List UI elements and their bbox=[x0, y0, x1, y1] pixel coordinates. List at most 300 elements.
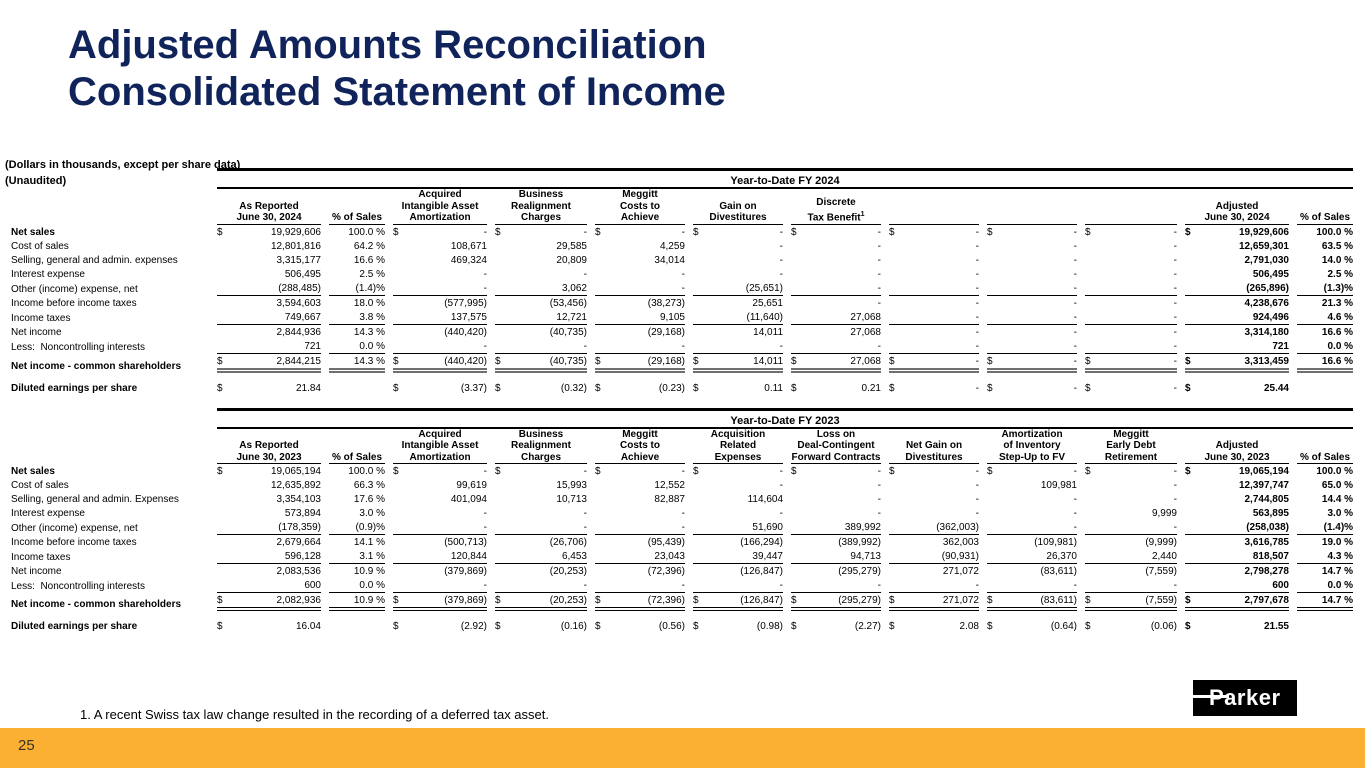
cell-content bbox=[1185, 355, 1289, 368]
dollar-sign: $ bbox=[1085, 382, 1091, 394]
dollar-sign: $ bbox=[1085, 226, 1091, 238]
cell bbox=[693, 593, 783, 611]
cell bbox=[987, 325, 1077, 339]
cell bbox=[595, 354, 685, 373]
cell-value: 100.0 % bbox=[1316, 226, 1354, 238]
cell bbox=[329, 492, 385, 506]
cell bbox=[1085, 310, 1177, 325]
cell bbox=[1297, 464, 1353, 478]
header-label-spacer bbox=[11, 429, 209, 465]
cell-content bbox=[889, 579, 979, 592]
cell-value: 12,397,747 bbox=[1238, 480, 1289, 491]
cell bbox=[1185, 325, 1289, 339]
cell-content bbox=[987, 536, 1077, 549]
row-label: Selling, general and admin. Expenses bbox=[11, 494, 179, 505]
dollar-sign: $ bbox=[495, 226, 501, 238]
cell-content bbox=[791, 521, 881, 534]
cell-value: - bbox=[1173, 355, 1177, 367]
dollar-sign: $ bbox=[889, 226, 895, 238]
cell bbox=[987, 506, 1077, 520]
cell-value: - bbox=[1173, 340, 1177, 352]
cell bbox=[217, 593, 321, 611]
cell-content bbox=[987, 565, 1077, 578]
cell-content bbox=[791, 465, 881, 478]
cell-value: 108,671 bbox=[450, 240, 487, 252]
cell-value: 924,496 bbox=[1252, 311, 1289, 323]
header-label-spacer bbox=[11, 189, 209, 225]
column-header: Gain on Divestitures bbox=[693, 189, 783, 225]
cell-content bbox=[393, 620, 487, 633]
cell bbox=[889, 253, 979, 267]
row-label: Less: Noncontrolling interests bbox=[11, 581, 145, 592]
cell-content bbox=[1085, 240, 1177, 253]
cell bbox=[1085, 225, 1177, 239]
cell bbox=[329, 239, 385, 253]
cell-content bbox=[595, 565, 685, 578]
cell bbox=[889, 267, 979, 281]
dollar-sign: $ bbox=[1185, 466, 1191, 477]
column-header: Business Realignment Charges bbox=[495, 429, 587, 465]
table-row bbox=[11, 354, 1353, 373]
cell-content bbox=[1185, 550, 1289, 563]
cell-content bbox=[987, 620, 1077, 633]
cell bbox=[987, 549, 1077, 564]
cell-value: 27,068 bbox=[850, 355, 881, 367]
cell-value: 9,999 bbox=[1151, 508, 1177, 519]
cell-value: - bbox=[877, 480, 881, 491]
dollar-sign: $ bbox=[987, 595, 993, 606]
cell-content bbox=[393, 340, 487, 353]
cell-content bbox=[329, 521, 385, 534]
cell-content bbox=[889, 594, 979, 607]
dollar-sign: $ bbox=[217, 355, 223, 367]
cell-value: - bbox=[877, 508, 881, 519]
cell-value: (40,735) bbox=[549, 326, 587, 338]
cell bbox=[217, 492, 321, 506]
dollar-sign: $ bbox=[889, 595, 895, 606]
cell-content bbox=[791, 240, 881, 253]
cell-value: - bbox=[779, 340, 783, 352]
cell-content bbox=[1085, 550, 1177, 563]
cell bbox=[1297, 310, 1353, 325]
cell-content bbox=[987, 507, 1077, 520]
row-label: Net sales bbox=[11, 226, 55, 238]
cell bbox=[693, 325, 783, 339]
cell-value: 82,887 bbox=[654, 494, 685, 505]
cell-content bbox=[393, 254, 487, 267]
cell-content bbox=[889, 536, 979, 549]
cell-content bbox=[1085, 311, 1177, 324]
cell-value: 100.0 % bbox=[348, 466, 385, 477]
cell-value: 3,354,103 bbox=[276, 494, 321, 505]
cell-content bbox=[1185, 297, 1289, 310]
cell-value: 0.11 bbox=[764, 382, 783, 394]
cell-value: 14.3 % bbox=[353, 355, 385, 367]
dollar-sign: $ bbox=[1085, 355, 1091, 367]
cell bbox=[495, 239, 587, 253]
cell bbox=[1185, 373, 1289, 395]
cell-value: (95,439) bbox=[647, 537, 685, 548]
cell bbox=[791, 354, 881, 373]
cell-content bbox=[889, 326, 979, 339]
cell-value: 2,791,030 bbox=[1244, 254, 1289, 266]
cell-value: (83,611) bbox=[1040, 595, 1077, 606]
cell bbox=[693, 281, 783, 296]
cell-value: 25,651 bbox=[752, 297, 783, 309]
cell-content bbox=[987, 326, 1077, 339]
logo-text: Parker bbox=[1209, 685, 1281, 710]
cell-content bbox=[791, 297, 881, 310]
cell-value: - bbox=[483, 508, 487, 519]
cell bbox=[1297, 535, 1353, 549]
cell bbox=[329, 354, 385, 373]
cell bbox=[495, 535, 587, 549]
cell bbox=[1085, 478, 1177, 492]
cell-content bbox=[1185, 493, 1289, 506]
column-header: Adjusted June 30, 2024 bbox=[1185, 189, 1289, 225]
cell-value: - bbox=[1073, 355, 1077, 367]
cell-value: 109,981 bbox=[1040, 480, 1077, 491]
cell bbox=[1085, 535, 1177, 549]
table-fy2023 bbox=[3, 408, 1361, 634]
cell-value: (83,611) bbox=[1040, 566, 1077, 577]
cell-value: - bbox=[779, 466, 783, 477]
cell bbox=[791, 267, 881, 281]
column-header: Business Realignment Charges bbox=[495, 189, 587, 225]
cell-value: - bbox=[877, 240, 881, 252]
cell-value: (126,847) bbox=[740, 566, 783, 577]
cell bbox=[1185, 611, 1289, 633]
cell-content bbox=[329, 311, 385, 324]
cell bbox=[1185, 492, 1289, 506]
cell-content bbox=[693, 226, 783, 239]
cell bbox=[329, 325, 385, 339]
cell-content bbox=[393, 579, 487, 592]
cell-value: 3.0 % bbox=[359, 508, 385, 519]
cell-content bbox=[217, 382, 321, 395]
cell-value: (295,279) bbox=[838, 566, 881, 577]
cell-value: 16.6 % bbox=[1321, 326, 1354, 338]
cell bbox=[393, 564, 487, 578]
cell-content bbox=[791, 340, 881, 353]
dollar-sign: $ bbox=[693, 355, 699, 367]
cell bbox=[595, 253, 685, 267]
cell-content bbox=[1297, 355, 1353, 368]
cell bbox=[1085, 564, 1177, 578]
cell-content bbox=[1185, 340, 1289, 353]
cell bbox=[393, 549, 487, 564]
cell bbox=[217, 325, 321, 339]
cell-content bbox=[217, 282, 321, 295]
column-header: Amortization of Inventory Step-Up to FV bbox=[987, 429, 1077, 465]
cell-value: - bbox=[583, 508, 587, 519]
cell-value: (90,931) bbox=[941, 551, 979, 562]
cell-content bbox=[217, 326, 321, 339]
cell bbox=[329, 549, 385, 564]
cell bbox=[495, 611, 587, 633]
cell bbox=[1185, 506, 1289, 520]
cell bbox=[595, 339, 685, 354]
cell-content bbox=[693, 550, 783, 563]
cell-value: 3,313,459 bbox=[1244, 355, 1289, 367]
cell-content bbox=[791, 326, 881, 339]
cell bbox=[1085, 239, 1177, 253]
cell bbox=[595, 506, 685, 520]
row-label: Income taxes bbox=[11, 312, 71, 324]
cell-content bbox=[791, 594, 881, 607]
cell-content bbox=[495, 465, 587, 478]
cell-value: 596,128 bbox=[284, 551, 321, 562]
cell bbox=[693, 520, 783, 535]
cell bbox=[217, 578, 321, 593]
cell-content bbox=[1297, 594, 1353, 607]
cell-value: (38,273) bbox=[647, 297, 685, 309]
cell-value: (166,294) bbox=[740, 537, 783, 548]
cell-content bbox=[987, 297, 1077, 310]
dollar-sign: $ bbox=[1185, 595, 1191, 606]
cell-content bbox=[495, 521, 587, 534]
cell-content bbox=[217, 311, 321, 324]
dollar-sign: $ bbox=[987, 382, 993, 394]
dollar-sign: $ bbox=[495, 355, 501, 367]
cell-content bbox=[595, 536, 685, 549]
row-label: Net sales bbox=[11, 466, 55, 477]
cell-content bbox=[393, 594, 487, 607]
cell bbox=[1185, 239, 1289, 253]
dollar-sign: $ bbox=[693, 226, 699, 238]
cell-content bbox=[1185, 240, 1289, 253]
tables-area bbox=[3, 168, 1361, 633]
cell-value: 10.9 % bbox=[353, 566, 385, 577]
cell-value: - bbox=[975, 254, 979, 266]
cell-content bbox=[1297, 340, 1353, 353]
cell bbox=[393, 281, 487, 296]
cell-value: 4,238,676 bbox=[1244, 297, 1289, 309]
dollar-sign: $ bbox=[595, 595, 601, 606]
cell-content bbox=[987, 493, 1077, 506]
cell-value: 2.08 bbox=[959, 621, 979, 632]
table-row bbox=[11, 564, 1353, 578]
column-header: % of Sales bbox=[329, 189, 385, 225]
cell-value: - bbox=[975, 268, 979, 280]
cell-content bbox=[595, 282, 685, 295]
row-label: Net income bbox=[11, 566, 62, 577]
cell-value: 16.6 % bbox=[353, 254, 385, 266]
cell-value: 573,894 bbox=[284, 508, 321, 519]
cell-content bbox=[217, 507, 321, 520]
cell-content bbox=[791, 479, 881, 492]
cell bbox=[889, 354, 979, 373]
cell bbox=[1297, 296, 1353, 310]
cell-content bbox=[987, 226, 1077, 239]
cell-content bbox=[889, 620, 979, 633]
cell-value: 27,068 bbox=[850, 311, 881, 323]
cell bbox=[495, 373, 587, 395]
footnote-ref: 1 bbox=[860, 210, 865, 218]
cell-value: 19.0 % bbox=[1321, 537, 1354, 548]
cell-content bbox=[329, 594, 385, 607]
column-header: Acquired Intangible Asset Amortization bbox=[393, 189, 487, 225]
cell bbox=[329, 564, 385, 578]
cell-value: - bbox=[877, 580, 881, 591]
cell bbox=[1085, 578, 1177, 593]
cell-value: - bbox=[1073, 268, 1077, 280]
cell-value: (72,396) bbox=[647, 595, 685, 606]
cell-content bbox=[889, 297, 979, 310]
cell-content bbox=[393, 550, 487, 563]
banner-label-spacer bbox=[11, 168, 209, 189]
cell-value: - bbox=[877, 226, 881, 238]
cell-value: 23,043 bbox=[654, 551, 685, 562]
cell-value: - bbox=[681, 508, 685, 519]
cell-value: 4.6 % bbox=[1327, 311, 1354, 323]
dollar-sign: $ bbox=[987, 466, 993, 477]
column-header: % of Sales bbox=[1297, 429, 1353, 465]
cell bbox=[1185, 339, 1289, 354]
cell-content bbox=[217, 565, 321, 578]
cell bbox=[791, 549, 881, 564]
table-row bbox=[11, 239, 1353, 253]
cell-content bbox=[1297, 240, 1353, 253]
cell-value: (126,847) bbox=[740, 595, 783, 606]
cell-value: - bbox=[975, 480, 979, 491]
cell bbox=[1185, 253, 1289, 267]
cell bbox=[329, 225, 385, 239]
cell-value: 389,992 bbox=[844, 522, 881, 533]
cell-value: 99,619 bbox=[456, 480, 487, 491]
cell bbox=[693, 492, 783, 506]
cell bbox=[987, 281, 1077, 296]
dollar-sign: $ bbox=[693, 595, 699, 606]
cell-content bbox=[1185, 620, 1289, 633]
column-header: Meggitt Early Debt Retirement bbox=[1085, 429, 1177, 465]
cell-content bbox=[217, 550, 321, 563]
cell-value: 14.0 % bbox=[1321, 254, 1354, 266]
cell-content bbox=[791, 507, 881, 520]
cell bbox=[889, 506, 979, 520]
dollar-sign: $ bbox=[693, 621, 699, 632]
cell-content bbox=[693, 326, 783, 339]
cell-value: - bbox=[1173, 254, 1177, 266]
cell bbox=[1185, 578, 1289, 593]
cell-content bbox=[889, 493, 979, 506]
cell-value: 6,453 bbox=[561, 551, 587, 562]
cell-value: 39,447 bbox=[752, 551, 783, 562]
row-label: Income before income taxes bbox=[11, 297, 137, 309]
cell-content bbox=[329, 479, 385, 492]
cell-content bbox=[217, 465, 321, 478]
cell-content bbox=[791, 620, 881, 633]
cell bbox=[393, 611, 487, 633]
cell-value: 27,068 bbox=[850, 326, 881, 338]
row-label: Net income bbox=[11, 326, 62, 338]
cell bbox=[693, 339, 783, 354]
cell-value: 4.3 % bbox=[1327, 551, 1354, 562]
cell-content bbox=[393, 268, 487, 281]
row-label: Cost of sales bbox=[11, 240, 69, 252]
table-row bbox=[11, 520, 1353, 535]
row-label: Diluted earnings per share bbox=[11, 621, 138, 632]
cell-value: - bbox=[483, 580, 487, 591]
cell bbox=[987, 373, 1077, 395]
cell-content bbox=[329, 565, 385, 578]
cell-value: - bbox=[975, 311, 979, 323]
cell-value: - bbox=[877, 340, 881, 352]
column-header: Meggitt Costs to Achieve bbox=[595, 429, 685, 465]
cell-content bbox=[1085, 340, 1177, 353]
footnote: 1. A recent Swiss tax law change resulted in the recording of a deferred tax asset. bbox=[80, 707, 549, 722]
cell-value: - bbox=[483, 282, 487, 294]
cell-content bbox=[595, 326, 685, 339]
cell bbox=[693, 578, 783, 593]
dollar-sign: $ bbox=[889, 355, 895, 367]
cell-value: - bbox=[1073, 297, 1077, 309]
cell bbox=[791, 492, 881, 506]
cell-content bbox=[393, 565, 487, 578]
cell-content bbox=[987, 240, 1077, 253]
cell-value: 14.7 % bbox=[1321, 566, 1354, 577]
cell-content bbox=[693, 565, 783, 578]
cell-content bbox=[217, 297, 321, 310]
cell bbox=[791, 296, 881, 310]
cell bbox=[595, 239, 685, 253]
table-row bbox=[11, 225, 1353, 239]
cell bbox=[791, 478, 881, 492]
dollar-sign: $ bbox=[217, 226, 223, 238]
cell-content bbox=[1185, 521, 1289, 534]
cell-value: 94,713 bbox=[850, 551, 881, 562]
cell-content bbox=[217, 355, 321, 368]
cell-value: (1.3)% bbox=[1323, 282, 1354, 294]
cell-value: - bbox=[779, 580, 783, 591]
cell bbox=[1297, 339, 1353, 354]
cell-value: - bbox=[1073, 282, 1077, 294]
cell-content bbox=[1297, 326, 1353, 339]
cell-content bbox=[393, 282, 487, 295]
dollar-sign: $ bbox=[987, 226, 993, 238]
cell-value: - bbox=[681, 268, 685, 280]
cell-value: (7,559) bbox=[1145, 595, 1177, 606]
cell-content bbox=[987, 465, 1077, 478]
table-banner: Year-to-Date FY 2024 bbox=[217, 168, 1353, 189]
cell bbox=[595, 373, 685, 395]
cell bbox=[495, 354, 587, 373]
page-number: 25 bbox=[18, 737, 35, 754]
table-row bbox=[11, 464, 1353, 478]
cell-value: - bbox=[583, 226, 587, 238]
cell-value: - bbox=[583, 268, 587, 280]
cell-content bbox=[495, 282, 587, 295]
cell bbox=[393, 354, 487, 373]
cell-value: 14,011 bbox=[753, 326, 783, 338]
cell-content bbox=[1185, 465, 1289, 478]
cell-content bbox=[217, 521, 321, 534]
cell bbox=[595, 325, 685, 339]
cell-value: - bbox=[1073, 340, 1077, 352]
cell-value: - bbox=[1073, 494, 1077, 505]
cell-content bbox=[889, 226, 979, 239]
cell bbox=[791, 535, 881, 549]
cell-value: (25,651) bbox=[745, 282, 783, 294]
cell-content bbox=[791, 382, 881, 395]
cell bbox=[987, 492, 1077, 506]
cell bbox=[1185, 296, 1289, 310]
cell bbox=[329, 578, 385, 593]
cell-content bbox=[693, 297, 783, 310]
cell-content bbox=[791, 579, 881, 592]
cell-value: 0.0 % bbox=[1327, 580, 1354, 591]
cell-value: - bbox=[1073, 326, 1077, 338]
